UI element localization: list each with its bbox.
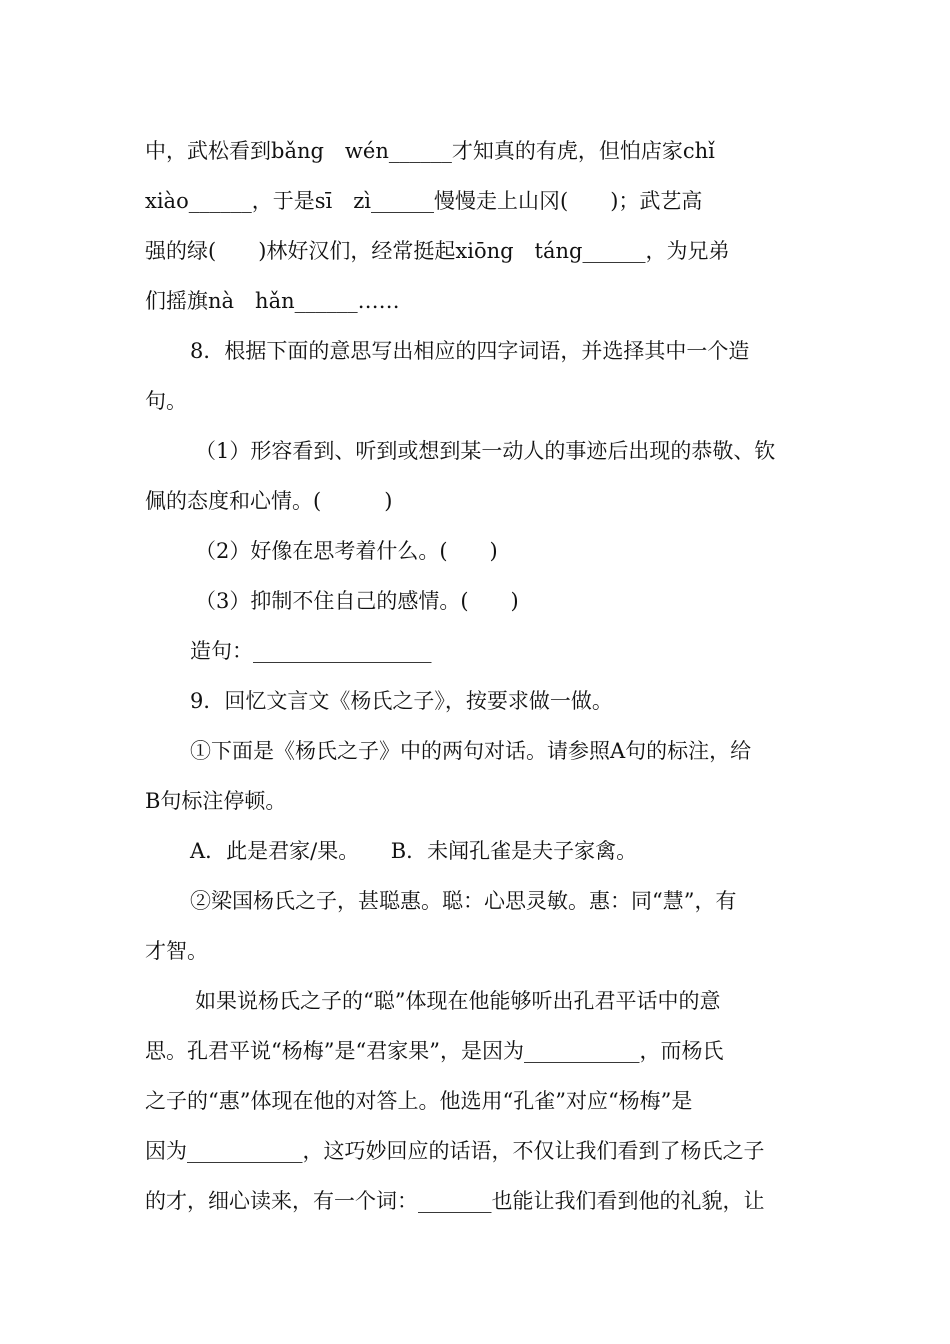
paragraph-line: 之子的“惠”体现在他的对答上。他选用“孔雀”对应“杨梅”是: [145, 1089, 693, 1113]
question-8-item-1-cont: 佩的态度和心情。( ): [145, 489, 393, 513]
sentence-prompt: 造句：_________________: [190, 639, 432, 663]
passage-line: 们摇旗nà hǎn______……: [145, 289, 400, 313]
question-9-sentences: A．此是君家/果。 B．未闻孔雀是夫子家禽。: [190, 839, 638, 863]
question-9-part-2-cont: 才智。: [145, 939, 208, 963]
paragraph-line: 如果说杨氏之子的“聪”体现在他能够听出孔君平话中的意: [195, 989, 721, 1013]
question-8-item-2: （2）好像在思考着什么。( ): [195, 539, 498, 563]
question-8-item-1: （1）形容看到、听到或想到某一动人的事迹后出现的恭敬、钦: [195, 439, 776, 463]
passage-line: 强的绿( )林好汉们，经常挺起xiōng táng______，为兄弟: [145, 239, 730, 263]
question-8-stem: 8．根据下面的意思写出相应的四字词语，并选择其中一个造: [190, 339, 750, 363]
paragraph-line: 的才，细心读来，有一个词：_______也能让我们看到他的礼貌，让: [145, 1189, 765, 1213]
paragraph-line: 因为___________，这巧妙回应的话语，不仅让我们看到了杨氏之子: [145, 1139, 765, 1163]
question-8-item-3: （3）抑制不住自己的感情。( ): [195, 589, 519, 613]
question-9-part-1-cont: B句标注停顿。: [145, 789, 287, 813]
question-9-stem: 9．回忆文言文《杨氏之子》，按要求做一做。: [190, 689, 613, 713]
question-9-part-1: ①下面是《杨氏之子》中的两句对话。请参照A句的标注，给: [190, 739, 752, 763]
passage-line: 中，武松看到bǎng wén______才知真的有虎，但怕店家chǐ: [145, 139, 715, 163]
question-9-part-2: ②梁国杨氏之子，甚聪惠。聪：心思灵敏。惠：同“慧”，有: [190, 889, 737, 913]
passage-line: xiào______，于是sī zì______慢慢走上山冈( )；武艺高: [145, 189, 703, 213]
question-8-stem-cont: 句。: [145, 389, 187, 413]
paragraph-line: 思。孔君平说“杨梅”是“君家果”，是因为___________，而杨氏: [145, 1039, 724, 1063]
